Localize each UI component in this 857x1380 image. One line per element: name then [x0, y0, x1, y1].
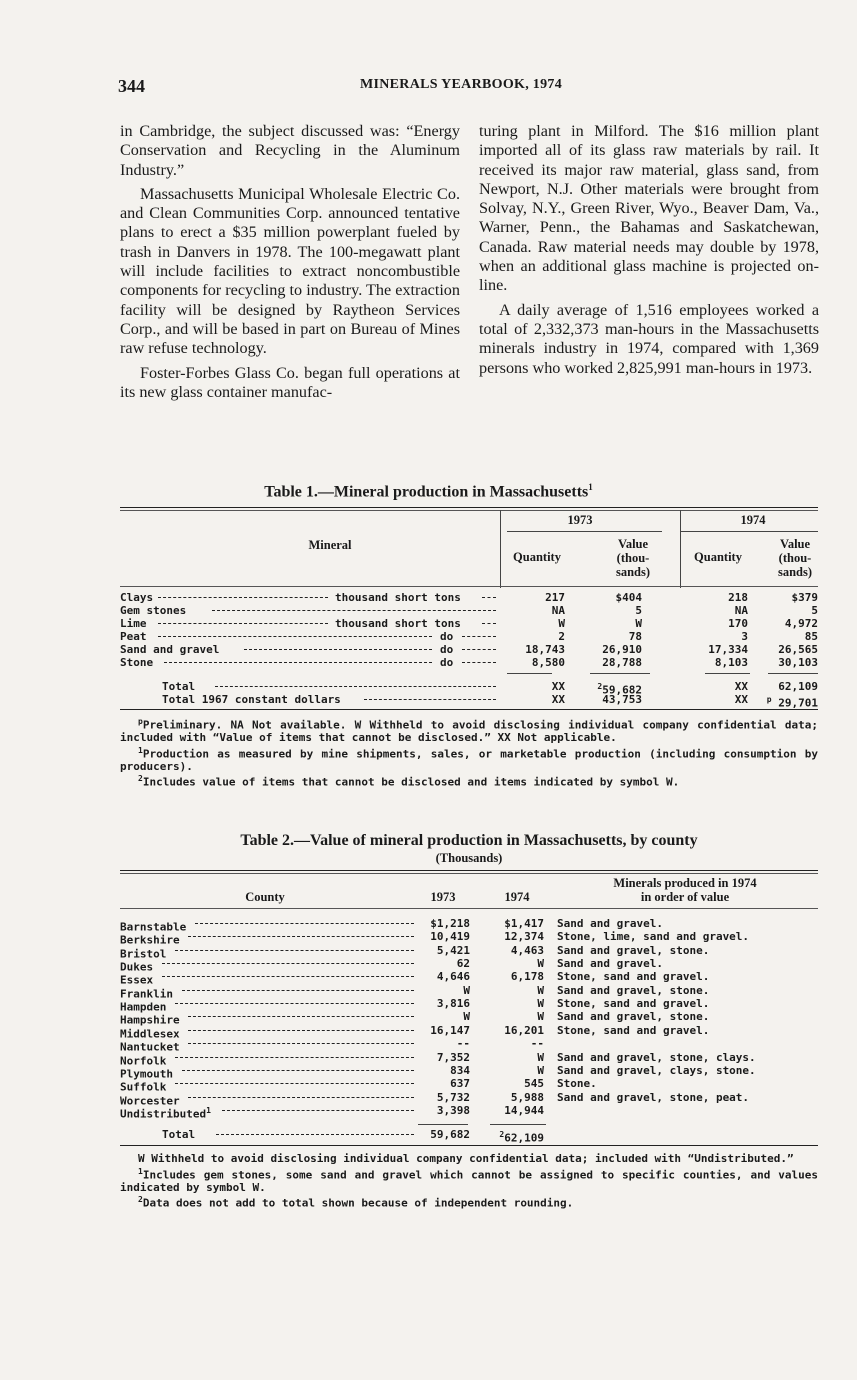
footnote-text: Preliminary. NA Not available. W Withheld to avoid disclosing individual company confidential data; included with “Value of items that cannot be disclosed.” XX Not applicable.	[120, 718, 818, 745]
county-name: Hampshire	[120, 1014, 180, 1028]
cell-minerals: Sand and gravel, clays, stone.	[557, 1063, 756, 1077]
table2-row	[120, 930, 818, 947]
cell-value-1974	[482, 1128, 544, 1145]
cell-quantity-1974: XX	[734, 680, 748, 693]
table1-title-footnote-mark: 1	[588, 482, 593, 492]
total-rule	[490, 1124, 546, 1125]
table2-bottom-rule	[120, 1145, 818, 1146]
cell-minerals: Sand and gravel, stone, clays.	[557, 1050, 756, 1064]
header-line: Value	[617, 537, 649, 551]
cell-value-1973: 59,682	[430, 1128, 470, 1141]
footnote-mark: p	[766, 695, 772, 704]
county-name: Barnstable	[120, 920, 187, 934]
cell-quantity-1973: 217	[545, 591, 565, 604]
footnote	[120, 773, 818, 789]
footnote-mark: 2	[138, 1195, 143, 1205]
table1-title	[0, 482, 857, 501]
cell-value-1973: W	[635, 617, 642, 630]
footnote-text: Includes gem stones, some sand and gravel which cannot be assigned to specific counties, and values indicated by symbol W.	[120, 1168, 818, 1194]
cell-value-1973: 43,753	[602, 693, 642, 706]
cell-value-1974: 545	[524, 1077, 544, 1091]
leader-dots	[216, 1134, 414, 1135]
cell-minerals: Stone, sand and gravel.	[557, 970, 710, 984]
table2-row	[120, 957, 818, 974]
county-name: Bristol	[120, 947, 167, 961]
leader-dots	[188, 1030, 414, 1031]
cell-minerals: Stone, lime, sand and gravel.	[557, 930, 750, 944]
cell-value-1973: 5,421	[436, 943, 470, 957]
leader-dots	[215, 686, 496, 687]
row-label: Lime	[120, 617, 147, 630]
row-label: Total	[162, 1128, 196, 1141]
table2-row-total	[120, 1128, 818, 1145]
cell-minerals: Sand and gravel, stone, peat.	[557, 1090, 750, 1104]
table1-col-quantity-1974: Quantity	[694, 550, 742, 564]
county-name: Nantucket	[120, 1040, 180, 1054]
table2-col-minerals	[585, 876, 785, 904]
cell-quantity-1974: 8,103	[714, 656, 748, 669]
footnote-mark: 1	[138, 745, 143, 755]
footnote-mark: p	[138, 717, 143, 726]
paragraph: turing plant in Milford. The $16 million plant imported all of its glass raw materials by rail. It received its major raw material, glass sand, from Newport, N.J. Other materials were brought from Solvay, N.Y., Green River, Wyo., Beaver Dam, Va., Warner, Penn., the Bahamas and Saskatchewan, Canada. Raw material needs may double by 1978, when an additional glass machine is projected on-line.	[479, 122, 819, 295]
leader-dots	[188, 1016, 414, 1017]
table1-row-clays	[120, 591, 818, 604]
footnote	[120, 1153, 818, 1166]
row-label: Sand and gravel	[120, 643, 220, 656]
leader-dots	[244, 649, 432, 650]
left-column	[120, 122, 460, 402]
cell-value-1974	[756, 693, 818, 710]
footnote-text: Data does not add to total shown because of independent rounding.	[142, 1196, 574, 1210]
leader-dots	[175, 1083, 414, 1084]
cell-minerals: Sand and gravel, stone.	[557, 1010, 710, 1024]
leader-dots	[175, 1003, 414, 1004]
table1-year-1974: 1974	[740, 513, 766, 527]
row-label: Gem stones	[120, 604, 187, 617]
cell-minerals: Stone.	[557, 1077, 597, 1091]
cell-value-1974: 26,565	[778, 643, 818, 656]
cell-minerals: Sand and gravel.	[557, 957, 663, 971]
table2-row	[120, 1063, 818, 1081]
footnote-mark: 1	[138, 1166, 143, 1176]
table1-divider	[500, 510, 501, 588]
total-rule	[705, 673, 750, 674]
cell-value-1974: 5	[811, 604, 818, 617]
county-name: Worcester	[120, 1094, 180, 1108]
cell-value-1974: W	[537, 1050, 544, 1064]
table1-row-peat	[120, 630, 818, 643]
table2-subtitle: (Thousands)	[435, 851, 503, 865]
cell-value-1973: W	[463, 1010, 470, 1024]
header-line: (thou-	[778, 551, 812, 565]
value-text: 59,682	[602, 683, 642, 697]
cell-value-1974: W	[537, 1063, 544, 1077]
cell-quantity-1973: XX	[551, 680, 565, 693]
table2-col-county: County	[245, 890, 285, 904]
table1-row-total	[120, 680, 818, 697]
table2-row	[120, 1050, 818, 1068]
table2-title: Table 2.—Value of mineral production in Massachusetts, by county	[240, 832, 698, 849]
leader-dots	[162, 963, 415, 964]
cell-value-1974: 4,463	[510, 943, 544, 957]
table1-header-rule	[120, 586, 818, 587]
cell-value-1974: 5,988	[510, 1090, 544, 1104]
leader-dots	[212, 610, 496, 611]
table2-row	[120, 943, 818, 961]
row-unit: thousand short tons	[335, 591, 461, 604]
table1-divider	[680, 510, 681, 588]
table2-col-1973: 1973	[430, 890, 456, 904]
footnote	[120, 1166, 818, 1195]
cell-value-1974: 62,109	[778, 680, 818, 693]
cell-quantity-1974: 218	[728, 591, 748, 604]
leader-dots	[364, 699, 496, 700]
cell-value-1973: W	[463, 983, 470, 997]
header-line: Value	[779, 537, 811, 551]
cell-value-1973: 4,646	[436, 970, 470, 984]
cell-value-1973: 10,419	[430, 930, 470, 944]
table1-row-stone	[120, 656, 818, 669]
footnote-mark: 2	[597, 682, 603, 691]
cell-value-1974: W	[537, 1010, 544, 1024]
cell-value-1973: 62	[456, 957, 470, 971]
leader-dots	[158, 597, 328, 598]
cell-value-1974: 30,103	[778, 656, 818, 669]
county-name: Norfolk	[120, 1054, 167, 1068]
cell-value-1974: 6,178	[510, 970, 544, 984]
row-unit: do	[440, 630, 454, 643]
cell-minerals: Sand and gravel, stone.	[557, 943, 710, 957]
cell-minerals: Stone, sand and gravel.	[557, 997, 710, 1011]
cell-value-1974: 14,944	[504, 1103, 544, 1117]
leader-dots	[158, 623, 328, 624]
value-text: 62,109	[504, 1131, 544, 1145]
paragraph: Foster-Forbes Glass Co. began full operations at its new glass container manufac-	[120, 363, 460, 401]
cell-value-1974: W	[537, 957, 544, 971]
table1-title-text: Table 1.—Mineral production in Massachusetts	[264, 483, 589, 501]
cell-quantity-1974: 17,334	[708, 643, 748, 656]
paragraph: A daily average of 1,516 employees worked a total of 2,332,373 man-hours in the Massachusetts minerals industry in 1974, compared with 1,369 persons who worked 2,825,991 man-hours in 1973.	[479, 300, 819, 377]
paragraph: Massachusetts Municipal Wholesale Electric Co. and Clean Communities Corp. announced tentative plans to erect a $35 million powerplant fueled by trash in Danvers in 1978. The 100-megawatt plant will include facilities to extract noncombustible components for recycling to industry. The extraction facility will be designed by Raytheon Services Corp., and will be based in part on Bureau of Mines raw refuse technology.	[120, 184, 460, 358]
cell-quantity-1973: 18,743	[525, 643, 565, 656]
cell-value-1973: 78	[628, 630, 642, 643]
footnote-mark: 2	[138, 774, 143, 784]
table2-footnotes	[120, 1153, 818, 1210]
cell-quantity-1974: 170	[728, 617, 748, 630]
table1-col-value-1974	[760, 537, 830, 579]
cell-value-1974: W	[537, 983, 544, 997]
total-rule	[768, 673, 818, 674]
cell-quantity-1973: XX	[551, 693, 565, 706]
cell-value-1973: 3,816	[436, 997, 470, 1011]
leader-dots	[182, 1070, 414, 1071]
leader-dots	[462, 649, 496, 650]
table2-row	[120, 1023, 818, 1041]
table2-row	[120, 983, 818, 1001]
row-label: Clays	[120, 591, 154, 604]
cell-value-1974: 85	[804, 630, 818, 643]
leader-dots	[195, 923, 414, 924]
cell-value-1973: 3,398	[436, 1103, 470, 1117]
row-label: Peat	[120, 630, 147, 643]
leader-dots	[175, 950, 414, 951]
row-label: Stone	[120, 656, 154, 669]
row-label	[120, 1104, 211, 1121]
cell-value-1974: W	[537, 997, 544, 1011]
table1-col-mineral: Mineral	[308, 538, 352, 552]
cell-value-1974: 12,374	[504, 930, 544, 944]
cell-value-1973: --	[456, 1037, 470, 1051]
table1-col-value-1973	[598, 537, 668, 579]
cell-value-1973: 16,147	[430, 1023, 470, 1037]
total-rule	[590, 673, 650, 674]
table1-bottom-rule	[120, 709, 818, 710]
leader-dots	[158, 636, 432, 637]
county-name: Plymouth	[120, 1067, 173, 1081]
leader-dots	[462, 636, 496, 637]
leader-dots	[188, 936, 414, 937]
table1-footnotes	[120, 716, 818, 789]
table1-row-sand-and-gravel	[120, 643, 818, 656]
county-name: Suffolk	[120, 1080, 167, 1094]
total-rule	[418, 1124, 468, 1125]
table2-row	[120, 1090, 818, 1108]
table1-row-gem-stones	[120, 604, 818, 617]
paragraph: in Cambridge, the subject discussed was: “Energy Conservation and Recycling in the Aluminum Industry.”	[120, 122, 460, 179]
leader-dots	[462, 662, 496, 663]
table2-row	[120, 1037, 818, 1054]
footnote-text: Includes value of items that cannot be disclosed and items indicated by symbol W.	[142, 775, 680, 789]
table2-row	[120, 1010, 818, 1028]
row-label: Total 1967 constant dollars	[162, 693, 341, 706]
header-line: sands)	[615, 565, 651, 579]
footnote-text: W Withheld to avoid disclosing individual company confidential data; included with “Undistributed.”	[138, 1152, 794, 1165]
county-name: Berkshire	[120, 934, 180, 947]
county-name: Essex	[120, 974, 154, 988]
table2-row	[120, 917, 818, 934]
header-line: sands)	[777, 565, 813, 579]
leader-dots	[188, 1043, 414, 1044]
footnote-text: Production as measured by mine shipments, sales, or marketable production (including consumption by producers).	[120, 747, 818, 773]
row-unit: do	[440, 656, 454, 669]
leader-dots	[175, 1057, 414, 1058]
cell-minerals: Sand and gravel, stone.	[557, 983, 710, 997]
cell-value-1973: 26,910	[602, 643, 642, 656]
cell-value-1974: 4,972	[784, 617, 818, 630]
table1-year-rule-1974	[680, 531, 818, 532]
cell-value-1974: $1,417	[504, 917, 544, 930]
running-title: MINERALS YEARBOOK, 1974	[360, 77, 563, 92]
cell-value-1973: $1,218	[430, 917, 470, 930]
cell-minerals: Stone, sand and gravel.	[557, 1023, 710, 1037]
cell-value-1973: 834	[450, 1063, 470, 1077]
leader-dots	[162, 976, 415, 977]
table2-row	[120, 1103, 818, 1121]
table2-header-rule	[120, 908, 818, 909]
table1-year-rule-1973	[507, 531, 662, 532]
county-name: Franklin	[120, 987, 173, 1001]
cell-value-1973: 28,788	[602, 656, 642, 669]
cell-value-1973: 5,732	[436, 1090, 470, 1104]
footnote	[120, 745, 818, 774]
header-line: Minerals produced in 1974	[613, 876, 757, 890]
table2-top-rule	[120, 870, 818, 871]
cell-value-1974: $379	[791, 591, 818, 604]
cell-value-1973: 7,352	[436, 1050, 470, 1064]
cell-quantity-1973: 2	[558, 630, 565, 643]
table2-col-1974: 1974	[504, 890, 530, 904]
county-name: Dukes	[120, 960, 154, 974]
cell-quantity-1974: NA	[734, 604, 748, 617]
leader-dots	[164, 662, 432, 663]
header-line: (thou-	[616, 551, 650, 565]
county-name: Undistributed	[120, 1107, 207, 1121]
page-number: 344	[118, 76, 145, 96]
table2-row	[120, 997, 818, 1014]
table2-row	[120, 970, 818, 988]
table1-year-1973: 1973	[567, 513, 593, 527]
leader-dots	[482, 623, 496, 624]
cell-quantity-1973: 8,580	[531, 656, 565, 669]
table2-row	[120, 1077, 818, 1094]
cell-quantity-1974: 3	[741, 630, 748, 643]
cell-value-1973: 5	[635, 604, 642, 617]
cell-value-1974: 16,201	[504, 1023, 544, 1037]
cell-quantity-1973: W	[558, 617, 565, 630]
value-text: 29,701	[778, 696, 818, 710]
leader-dots	[188, 1097, 414, 1098]
table1-top-rule	[120, 507, 818, 508]
cell-value-1973: $404	[615, 591, 642, 604]
row-unit: do	[440, 643, 454, 656]
cell-minerals: Sand and gravel.	[557, 917, 663, 930]
row-unit: thousand short tons	[335, 617, 461, 630]
row-label: Total	[162, 680, 196, 693]
leader-dots	[182, 990, 414, 991]
cell-value-1973: 637	[450, 1077, 470, 1091]
leader-dots	[222, 1110, 414, 1111]
cell-quantity-1974: XX	[734, 693, 748, 706]
footnote	[120, 716, 818, 745]
footnote-mark: 2	[499, 1130, 505, 1139]
table2-top-rule-2	[120, 873, 818, 874]
right-column	[479, 122, 819, 378]
total-rule	[507, 673, 552, 674]
table1-col-quantity-1973: Quantity	[513, 550, 561, 564]
county-name: Middlesex	[120, 1027, 180, 1041]
table1-row-total-constant	[120, 693, 818, 710]
footnote	[120, 1194, 818, 1210]
cell-quantity-1973: NA	[551, 604, 565, 617]
footnote-mark: 1	[206, 1105, 211, 1115]
county-name: Hampden	[120, 1000, 167, 1014]
table1-top-rule-2	[120, 510, 818, 511]
cell-value-1974: --	[530, 1037, 544, 1051]
leader-dots	[482, 597, 496, 598]
header-line: in order of value	[640, 890, 730, 904]
table1-row-lime	[120, 617, 818, 630]
